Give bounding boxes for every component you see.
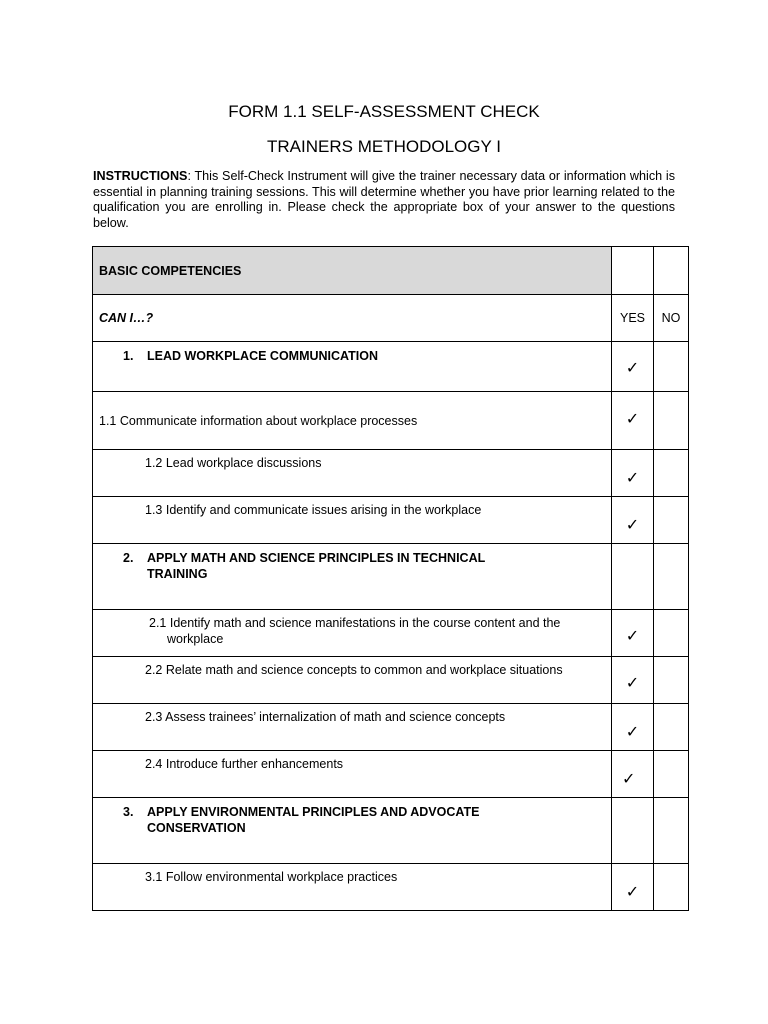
section-number: 2. — [123, 551, 134, 565]
no-checkbox[interactable] — [654, 657, 689, 704]
basic-competencies-header: BASIC COMPETENCIES — [93, 247, 612, 295]
item-row — [93, 751, 689, 798]
no-checkbox[interactable] — [654, 392, 689, 450]
yes-column-header: YES — [612, 295, 654, 342]
item-text: 1.3 Identify and communicate issues arising in the workplace — [93, 497, 612, 544]
form-title: FORM 1.1 SELF-ASSESSMENT CHECK — [228, 102, 540, 121]
no-checkbox[interactable] — [654, 751, 689, 798]
item-text: 1.1 Communicate information about workplace processes — [93, 392, 612, 450]
yes-checkbox[interactable] — [612, 704, 654, 751]
item-text — [93, 657, 612, 704]
yes-checkbox[interactable] — [612, 342, 654, 392]
item-row — [93, 657, 689, 704]
check-mark-icon: ✓ — [625, 626, 640, 645]
item-row — [93, 610, 689, 657]
yes-checkbox[interactable] — [612, 610, 654, 657]
section-title: LEAD WORKPLACE COMMUNICATION — [147, 349, 378, 363]
item-text — [93, 610, 612, 657]
section-title-cell — [93, 798, 612, 864]
item-row — [93, 392, 689, 450]
check-mark-icon: ✓ — [625, 673, 640, 692]
yes-checkbox[interactable] — [612, 657, 654, 704]
item-row — [93, 450, 689, 497]
no-column-header: NO — [654, 295, 689, 342]
instructions-text: : This Self-Check Instrument will give the trainer necessary data or information which is essential in planning training sessions. This will determine whether you have prior learning related to the qualification you are enrolling in. Please check the appropriate box of your answer to the questions below. — [93, 169, 675, 230]
no-checkbox[interactable] — [654, 342, 689, 392]
can-i-question: CAN I…? — [93, 295, 612, 342]
yes-checkbox[interactable] — [612, 544, 654, 610]
item-text: 1.2 Lead workplace discussions — [93, 450, 612, 497]
yes-checkbox[interactable] — [612, 392, 654, 450]
no-checkbox[interactable] — [654, 544, 689, 610]
yes-checkbox[interactable] — [612, 497, 654, 544]
yes-checkbox[interactable] — [612, 450, 654, 497]
section-row — [93, 798, 689, 864]
item-text-wrap: 2.1 Identify math and science manifestations in the course content and the workplace — [149, 616, 561, 646]
section-number: 3. — [123, 805, 134, 819]
item-text: 2.4 Introduce further enhancements — [93, 751, 612, 798]
check-mark-icon: ✓ — [625, 358, 640, 377]
item-text-wrap: 2.2 Relate math and science concepts to common and workplace situations — [145, 663, 563, 677]
item-text: 2.3 Assess trainees’ internalization of math and science concepts — [93, 704, 612, 751]
check-mark-icon: ✓ — [625, 468, 640, 487]
item-row — [93, 864, 689, 911]
item-row — [93, 497, 689, 544]
no-checkbox[interactable] — [654, 450, 689, 497]
yes-checkbox[interactable] — [612, 798, 654, 864]
section-title: APPLY MATH AND SCIENCE PRINCIPLES IN TECHNICAL TRAINING — [147, 551, 486, 581]
self-assessment-table — [92, 246, 689, 911]
question-row — [93, 295, 689, 342]
instructions-paragraph — [93, 169, 675, 231]
no-checkbox[interactable] — [654, 610, 689, 657]
item-text: 3.1 Follow environmental workplace practices — [93, 864, 612, 911]
section-row — [93, 544, 689, 610]
form-subtitle: TRAINERS METHODOLOGY I — [267, 137, 501, 156]
section-row — [93, 342, 689, 392]
header-row — [93, 247, 689, 295]
section-title-cell — [93, 342, 612, 392]
section-number: 1. — [123, 349, 134, 363]
item-row — [93, 704, 689, 751]
no-checkbox[interactable] — [654, 798, 689, 864]
header-yes-blank — [612, 247, 654, 295]
yes-checkbox[interactable] — [612, 751, 654, 798]
section-title-cell — [93, 544, 612, 610]
check-mark-icon: ✓ — [625, 515, 640, 534]
check-mark-icon: ✓ — [625, 722, 640, 741]
check-mark-icon: ✓ — [622, 769, 636, 788]
no-checkbox[interactable] — [654, 864, 689, 911]
check-mark-icon: ✓ — [625, 409, 640, 428]
no-checkbox[interactable] — [654, 497, 689, 544]
check-mark-icon: ✓ — [625, 882, 640, 901]
instructions-label: INSTRUCTIONS — [93, 169, 188, 183]
no-checkbox[interactable] — [654, 704, 689, 751]
section-title: APPLY ENVIRONMENTAL PRINCIPLES AND ADVOCATE CONSERVATION — [147, 805, 480, 835]
yes-checkbox[interactable] — [612, 864, 654, 911]
header-no-blank — [654, 247, 689, 295]
